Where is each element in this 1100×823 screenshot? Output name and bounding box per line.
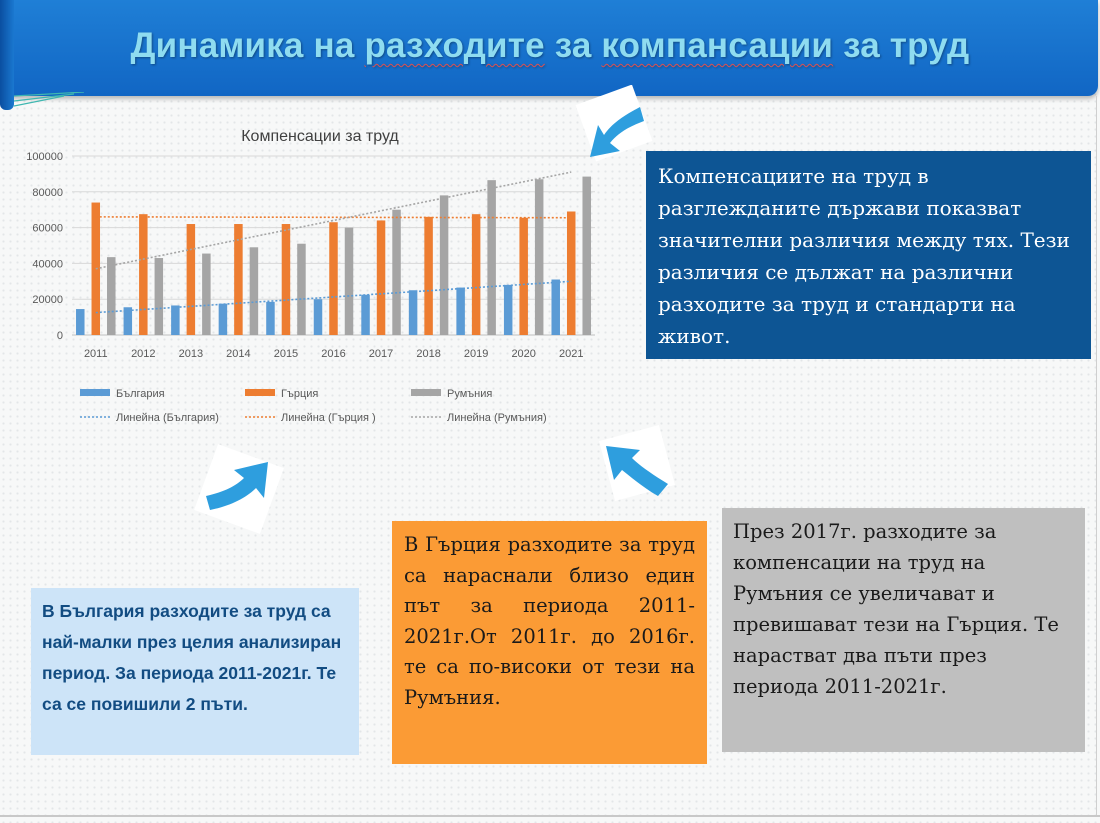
bar-Румъния [392,210,401,335]
text-box-romania: През 2017г. разходите за компенсации на труд на Румъния се увеличават и превишават тези на Гърция. Те нарастват два пъти през периода 2011-2021г. [722,508,1085,752]
arrow-icon [182,440,307,545]
x-tick-label: 2012 [131,348,156,360]
y-axis-ticks [26,151,63,342]
bar-България [76,309,85,335]
bar-Гърция [519,218,528,335]
bar-Гърция [92,203,101,335]
bar-Румъния [440,195,449,335]
x-tick-label: 2017 [368,348,394,360]
text-box-greece: В Гърция разходите за труд са нараснали близо един път за периода 2011-2021г.От 2011г. до 2016г. те са по-високи от тези на Румъния. [392,521,707,764]
bar-Гърция [377,220,386,335]
legend-label: Линейна (Румъния) [447,412,547,424]
y-tick-label: 0 [56,330,63,342]
bar-Гърция [424,217,433,335]
chart-title: Компенсации за труд [241,128,399,145]
arrow-icon [590,422,685,512]
x-tick-label: 2019 [463,348,489,360]
banner-lines-decoration [14,92,84,110]
bar-Румъния [250,247,259,335]
x-tick-label: 2016 [321,348,346,360]
text-box-summary: Компенсациите на труд в разглежданите държави показват значителни различия между тях. Тези различия се дължат на различни разходите за труд и стандарти на живот. [646,151,1091,359]
bar-Гърция [329,222,338,335]
bar-България [504,285,513,335]
bar-България [409,290,418,335]
bar-chart [0,110,620,440]
bar-Румъния [155,258,164,335]
y-tick-label: 40000 [32,258,63,271]
bottom-divider [0,815,1100,817]
bar-Гърция [187,224,196,335]
bar-България [171,305,180,335]
y-tick-label: 80000 [32,186,63,199]
x-tick-label: 2013 [178,348,204,360]
page-title: Динамика на разходите за компансации за труд [130,26,970,65]
legend-label: Румъния [447,388,493,400]
legend-label: Линейна (Гърция ) [281,412,376,424]
bar-Румъния [487,180,496,335]
legend-swatch [80,389,110,396]
bar-Гърция [282,224,291,335]
bar-България [361,295,370,335]
x-tick-label: 2015 [273,348,299,360]
bar-България [551,280,560,335]
bar-България [456,288,465,335]
legend-label: Гърция [281,388,319,400]
bar-Румъния [535,179,544,335]
legend-swatch [245,389,275,396]
bar-Гърция [472,214,481,335]
bar-Румъния [345,228,354,335]
y-tick-label: 20000 [32,294,63,307]
legend-label: България [116,388,165,400]
bar-България [266,302,275,335]
legend-label: Линейна (България) [116,412,219,424]
text-box-bulgaria: В България разходите за труд са най-малки през целия анализиран период. За периода 2011-2021г. Те са се повишили 2 пъти. [31,588,359,755]
x-tick-label: 2014 [226,348,251,360]
y-tick-label: 60000 [32,222,63,235]
bar-Гърция [139,214,148,335]
bar-България [219,304,228,335]
right-divider [1096,96,1097,815]
bar-България [314,299,323,335]
bar-Румъния [107,257,116,335]
x-tick-label: 2011 [83,348,108,360]
chart-legend [80,388,547,424]
x-tick-label: 2020 [511,348,536,360]
trendline [96,217,571,218]
x-axis-ticks [84,348,584,360]
x-tick-label: 2018 [416,348,441,360]
bar-Румъния [202,254,211,335]
bar-Гърция [234,224,243,335]
legend-swatch [411,389,441,396]
bar-Румъния [297,244,306,335]
x-tick-label: 2021 [558,348,584,360]
y-tick-label: 100000 [26,151,63,163]
bar-Гърция [567,211,576,335]
bar-Румъния [582,177,591,335]
chart-bars [76,177,591,335]
